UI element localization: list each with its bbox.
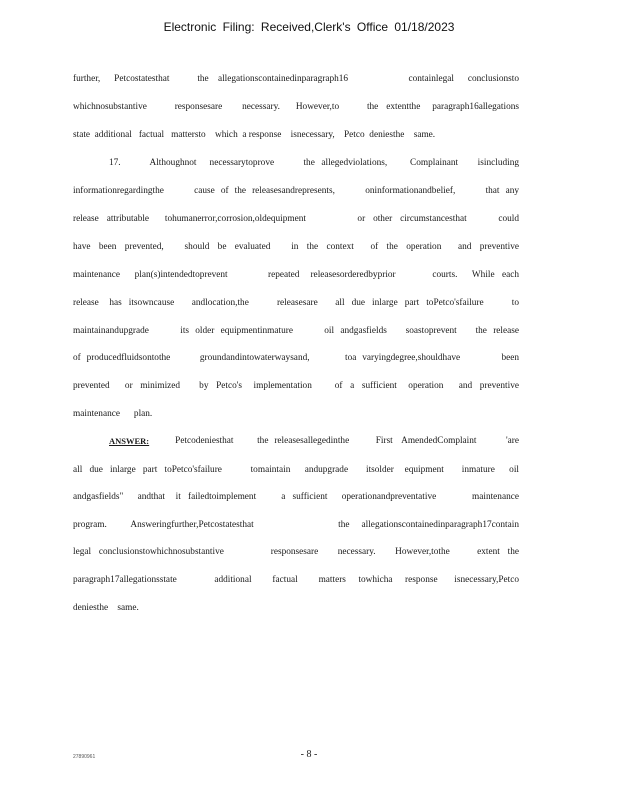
body-line: of producedfluidsontothe groundandintowaterwaysand, toa varyingdegree,shouldhave been [73, 353, 519, 363]
electronic-filing-header: Electronic Filing: Received,Clerk's Office 01/18/2023 [163, 20, 455, 34]
body-line: state additional factual mattersto which a response isnecessary, Petco deniesthe same. [73, 130, 436, 140]
body-line: release has itsowncause andlocation,the releasesare all due inlarge part toPetco'sfailure to [73, 298, 519, 308]
body-line: legal conclusionstowhichnosubstantive responsesare necessary. However,tothe extent the [73, 547, 519, 557]
body-line: further, Petcostatesthat the allegationscontainedinparagraph16 containlegal conclusionsto [73, 74, 519, 84]
body-line: prevented or minimized by Petco's implementation of a sufficient operation and preventive [73, 381, 519, 391]
answer-line [109, 435, 519, 447]
document-id: 27890961 [73, 754, 96, 760]
body-line: paragraph17allegationsstate additional factual matters towhicha response isnecessary,Petco [73, 575, 519, 585]
answer-text: Petcodeniesthat the releasesallegedinthe First AmendedComplaint 'are [175, 436, 519, 446]
body-line: maintenance plan(s)intendedtoprevent repeated releasesorderedbyprior courts. While each [73, 270, 519, 280]
body-line: informationregardingthe cause of the releasesandrepresents, oninformationandbelief, that any [73, 186, 519, 196]
body-line: program. Answeringfurther,Petcostatesthat the allegationscontainedinparagraph17contain [73, 520, 519, 530]
body-line: whichnosubstantive responsesare necessary. However,to the extentthe paragraph16allegations [73, 102, 519, 112]
body-line: release attributable tohumanerror,corrosion,oldequipment or other circumstancesthat could [73, 214, 519, 224]
body-line: have been prevented, should be evaluated in the context of the operation and preventive [73, 242, 519, 252]
answer-label: ANSWER: [109, 436, 150, 446]
body-line: deniesthe same. [73, 603, 139, 613]
page-number: - 8 - [300, 749, 318, 760]
body-line: all due inlarge part toPetco'sfailure tomaintain andupgrade itsolder equipment inmature oil [73, 465, 519, 475]
body-line: maintenance plan. [73, 409, 153, 419]
body-line: maintainandupgrade its older equipmentinmature oil andgasfields soastoprevent the release [73, 326, 519, 336]
paragraph-17-start: 17. Althoughnot necessarytoprove the allegedviolations, Complainant isincluding [109, 158, 519, 168]
body-line: andgasfields" andthat it failedtoimplement a sufficient operationandpreventative maintenance [73, 492, 519, 502]
